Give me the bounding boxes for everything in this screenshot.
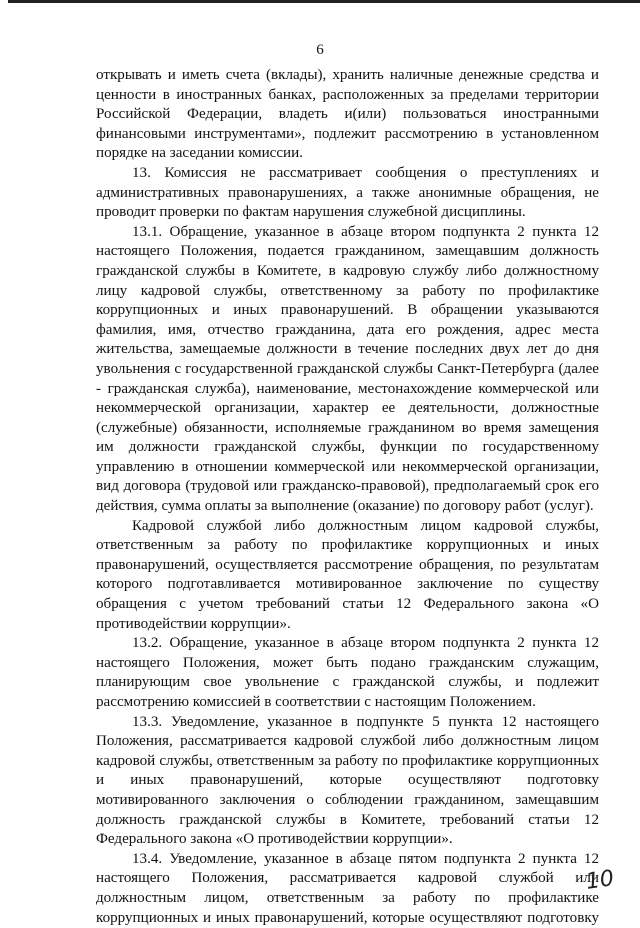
page-top-border [8, 0, 640, 3]
handwritten-folio-number: 10 [584, 866, 616, 895]
paragraph-13-1: 13.1. Обращение, указанное в абзаце втором подпункта 2 пункта 12 настоящего Положения, подается гражданином, замещавшим должность гражданской службы в Комитете, в кадровую службу либо должностному лицу кадровой службы, ответственному за работу по профилактике коррупционных и иных правонарушений. В обращении указываются фамилия, имя, отчество гражданина, дата его рождения, адрес места жительства, замещаемые должности в течение последних двух лет до дня увольнения с государственной гражданской службы Санкт-Петербурга (далее - гражданская служба), наименование, местонахождение коммерческой или некоммерческой организации, характер ее деятельности, должностные (служебные) обязанности, исполняемые гражданином во время замещения им должности гражданской службы, функции по государственному управлению в отношении коммерческой или некоммерческой организации, вид договора (трудовой или гражданско-правовой), предполагаемый срок его действия, сумма оплаты за выполнение (оказание) по договору работ (услуг). [96, 223, 599, 515]
paragraph-13-3: 13.3. Уведомление, указанное в подпункте 5 пункта 12 настоящего Положения, рассматривается кадровой службой либо должностным лицом кадровой службы, ответственным за работу по профилактике коррупционных и иных правонарушений, которые осуществляют подготовку мотивированного заключения о соблюдении гражданином, замещавшим должность гражданской службы в Комитете, требований статьи 12 Федерального закона «О противодействии коррупции». [96, 713, 599, 848]
paragraph-13-4: 13.4. Уведомление, указанное в абзаце пятом подпункта 2 пункта 12 настоящего Положения, рассматривается кадровой службой или должностным лицом, ответственным за работу по профилактике коррупционных и иных правонарушений, которые осуществляют подготовку [96, 850, 599, 926]
page-number: 6 [316, 42, 324, 58]
paragraph-continuation: открывать и иметь счета (вклады), хранить наличные денежные средства и ценности в иностранных банках, расположенных за пределами территории Российской Федерации, владеть и(или) пользоваться иностранными финансовыми инструментами», подлежит рассмотрению в установленном порядке на заседании комиссии. [96, 67, 599, 162]
paragraph-13: 13. Комиссия не рассматривает сообщения о преступлениях и административных правонарушениях, а также анонимные обращения, не проводит проверки по фактам нарушения служебной дисциплины. [96, 164, 599, 221]
paragraph-13-1-second: Кадровой службой либо должностным лицом кадровой службы, ответственным за работу по профилактике коррупционных и иных правонарушений, осуществляется рассмотрение обращения, по результатам которого подготавливается мотивированное заключение по существу обращения с учетом требований статьи 12 Федерального закона «О противодействии коррупции». [96, 517, 599, 632]
paragraph-13-2: 13.2. Обращение, указанное в абзаце втором подпункта 2 пункта 12 настоящего Положения, может быть подано гражданским служащим, планирующим свое увольнение с гражданской службы, и подлежит рассмотрению комиссией в соответствии с настоящим Положением. [96, 635, 599, 710]
document-body [96, 66, 599, 928]
